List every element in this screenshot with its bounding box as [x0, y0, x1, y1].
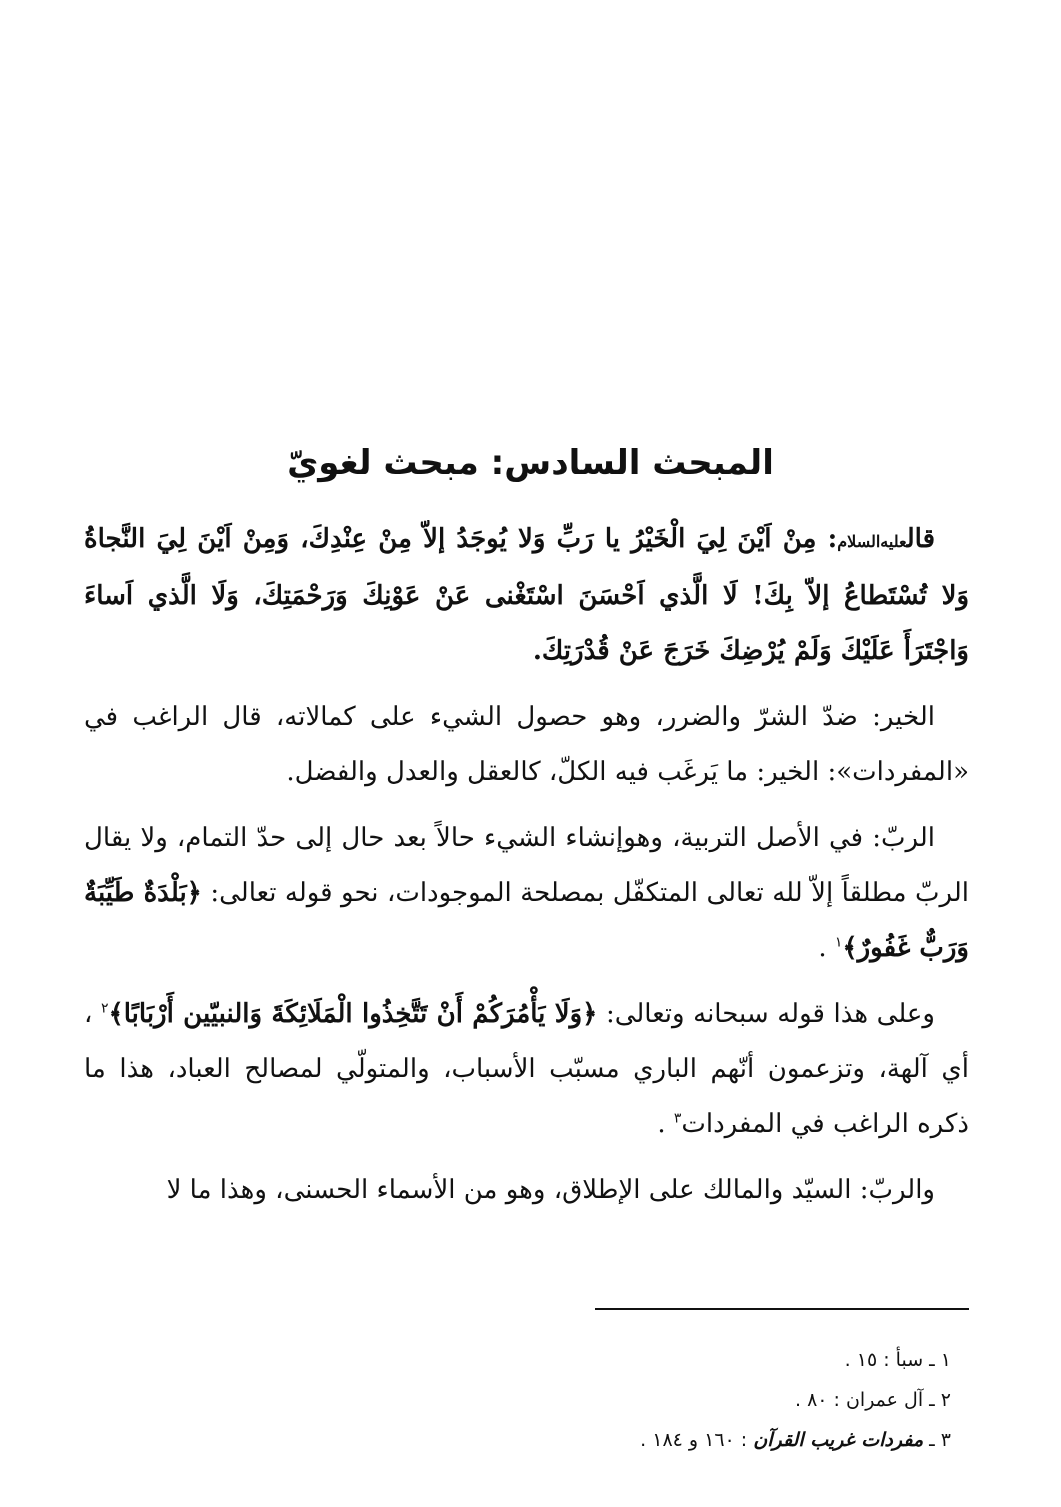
rabb-master-text: والربّ: السيّد والمالك على الإطلاق، وهو من الأسماء الحسنى، وهذا ما لا — [166, 1175, 935, 1205]
paragraph-rabb-definition — [84, 811, 969, 976]
footnote-number: ١ ـ — [929, 1349, 951, 1371]
footnote-text: سبأ : ١٥ . — [844, 1349, 924, 1371]
arbab-end: . — [657, 1109, 674, 1139]
rabb-text: الربّ: في الأصل التربية، وهوإنشاء الشيء حالاً بعد حال إلى حدّ التمام، ولا يقال الربّ مطلقاً إلاّ لله تعالى المتكفّل بمصلحة الموجودات، نحو قوله تعالى: — [84, 823, 969, 908]
paragraph-arbab — [84, 987, 969, 1152]
footnote-ref-1[interactable]: ١ — [834, 934, 843, 951]
footnote-divider — [595, 1308, 969, 1310]
hadith-text: مِنْ اَيْنَ لِيَ الْخَيْرُ يا رَبِّ وَلا يُوجَدُ إلاّ مِنْ عِنْدِكَ، وَمِنْ اَيْنَ لِيَ النَّجاةُ وَلا تُسْتَطاعُ إلاّ بِكَ! لَا الَّذي اَحْسَنَ اسْتَغْنى عَنْ عَوْنِكَ وَرَحْمَتِكَ، وَلَا الَّذي اَساءَ وَاجْتَرَأَ عَلَيْكَ وَلَمْ يُرْضِكَ خَرَجَ عَنْ قُدْرَتِكَ. — [84, 524, 969, 666]
footnote-ref-2[interactable]: ٢ — [100, 1000, 109, 1017]
footnote-text: آل عمران : ٨٠ . — [794, 1389, 924, 1411]
honorific-glyph: عليه‌السلام — [837, 532, 907, 551]
khayr-text: الخير: ضدّ الشرّ والضرر، وهو حصول الشيء على كمالاته، قال الراغب في «المفردات»: الخير: ما يَرغَب فيه الكلّ، كالعقل والعدل والفضل. — [84, 702, 969, 787]
rabb-end: . — [818, 933, 835, 963]
footnote-3 — [351, 1420, 951, 1460]
quran-quote-saba: ﴿بَلْدَةٌ طَيِّبَةٌ وَرَبٌّ غَفُورٌ﴾ — [84, 878, 969, 963]
arbab-text-2: ، أي آلهة، وتزعمون أنّهم الباري مسبّب الأسباب، والمتولّي لمصالح العباد، هذا ما ذكره الراغب في المفردات — [84, 999, 969, 1139]
arbab-text: وعلى هذا قوله سبحانه وتعالى: — [597, 999, 935, 1029]
footnote-number: ٣ ـ — [929, 1429, 951, 1451]
footnote-ref-3[interactable]: ٣ — [673, 1110, 682, 1127]
paragraph-hadith — [84, 512, 969, 679]
hadith-lead: قال — [906, 524, 935, 554]
footnote-1 — [351, 1340, 951, 1380]
paragraph-rabb-master — [84, 1163, 969, 1218]
hadith-colon: : — [816, 524, 838, 554]
footnote-text: : ١٦٠ و ١٨٤ . — [640, 1429, 754, 1451]
section-title: المبحث السادس: مبحث لغويّ — [287, 442, 774, 483]
quran-quote-al-imran: ﴿وَلَا يَأْمُرَكُمْ أَنْ تَتَّخِذُوا الْمَلَائِكَةَ وَالنبيّين أَرْبَابًا﴾ — [108, 999, 598, 1029]
paragraph-khayr — [84, 690, 969, 800]
footnote-book-title: مفردات غريب القرآن — [753, 1429, 924, 1451]
footnote-number: ٢ ـ — [929, 1389, 951, 1411]
footnote-2 — [351, 1380, 951, 1420]
footnotes — [351, 1340, 951, 1460]
body-text — [84, 512, 969, 1229]
